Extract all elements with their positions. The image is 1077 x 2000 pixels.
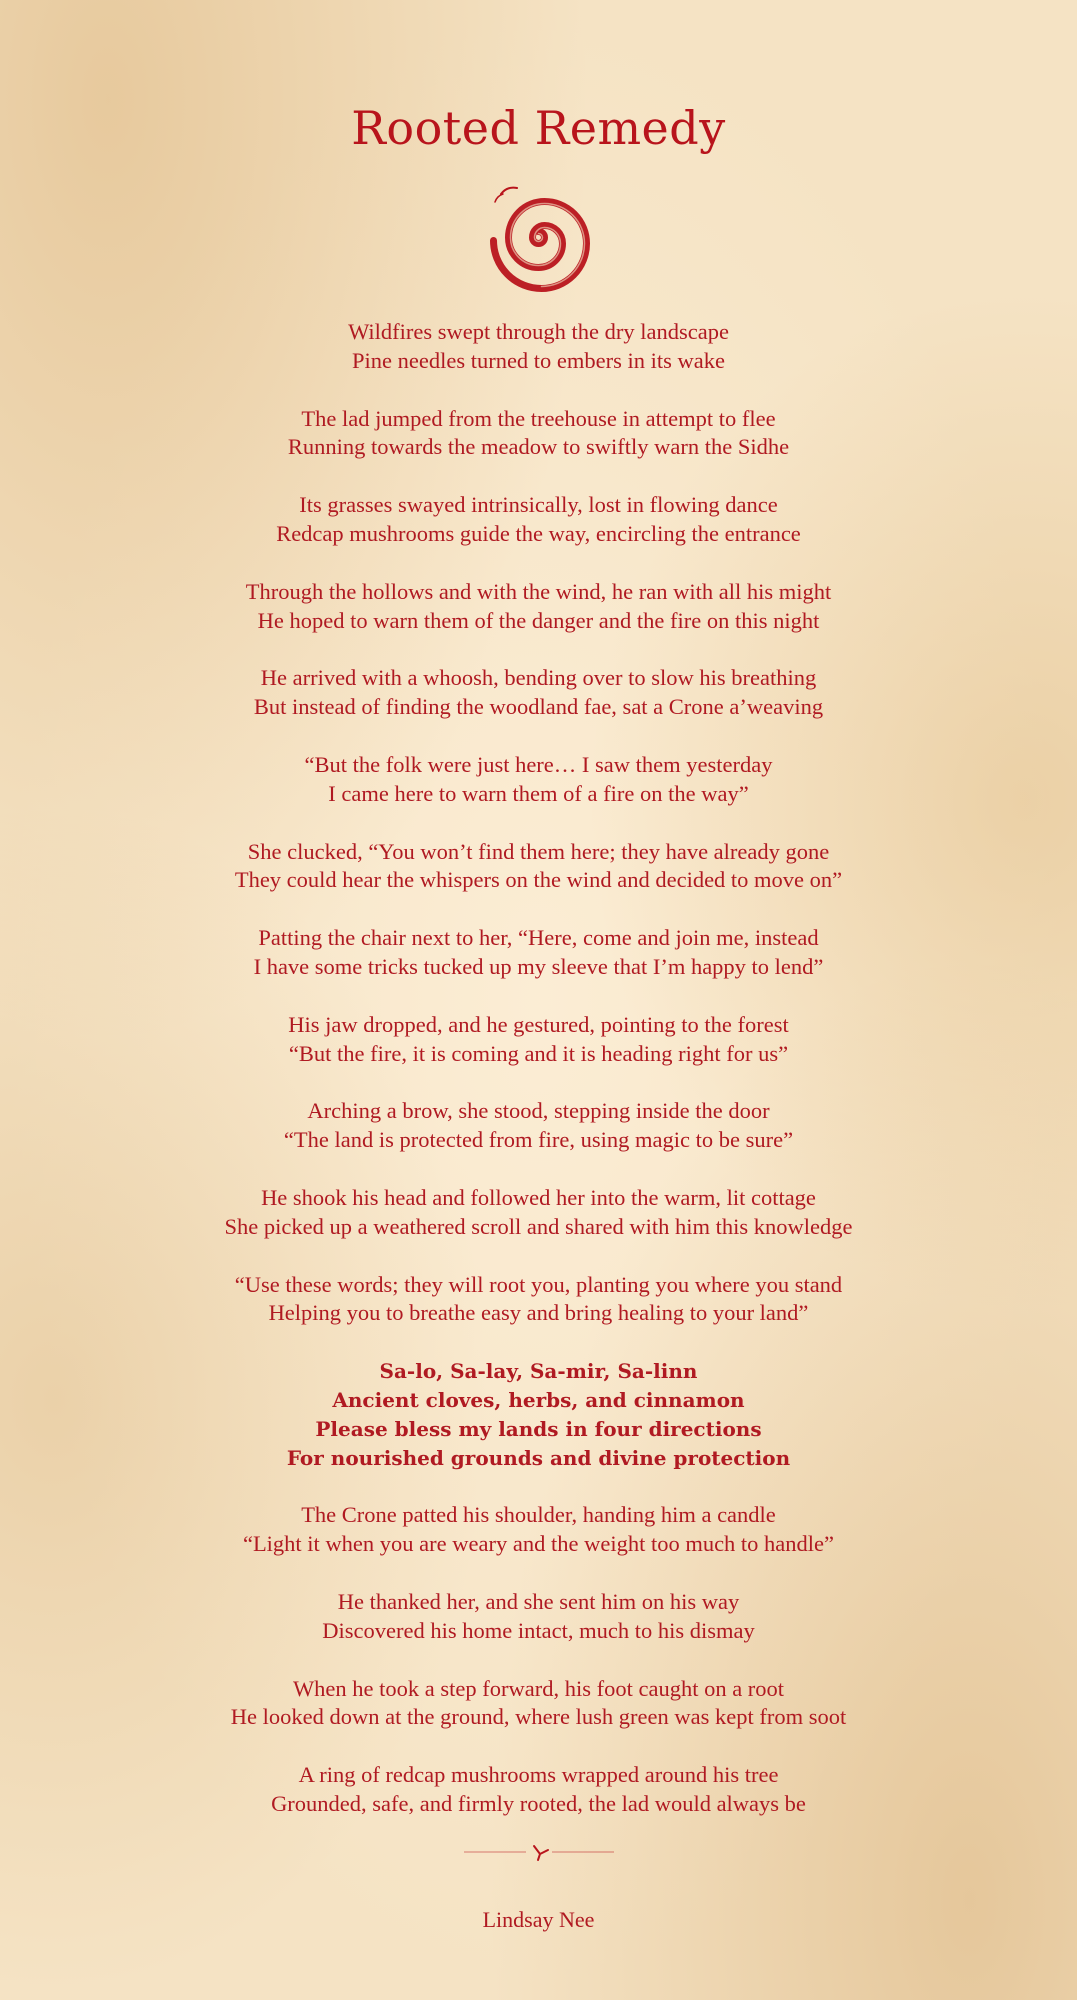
poem-line: “Use these words; they will root you, planting you where you stand xyxy=(234,1271,843,1297)
stanza xyxy=(0,578,1077,636)
poem-line: She clucked, “You won’t find them here; they have already gone xyxy=(247,838,830,864)
stanza xyxy=(0,1011,1077,1069)
poem-line: The lad jumped from the treehouse in attempt to flee xyxy=(301,405,776,431)
poem-line: Discovered his home intact, much to his dismay xyxy=(322,1617,755,1643)
stanza xyxy=(0,405,1077,463)
stanza xyxy=(0,1761,1077,1819)
poem-line: For nourished grounds and divine protection xyxy=(286,1445,791,1470)
stanza xyxy=(0,838,1077,896)
poem-line: “The land is protected from fire, using magic to be sure” xyxy=(283,1127,794,1153)
poem-line: Helping you to breathe easy and bring healing to your land” xyxy=(268,1300,809,1326)
poem-line: They could hear the whispers on the wind and decided to move on” xyxy=(234,867,843,893)
poem-line: “Light it when you are weary and the weight too much to handle” xyxy=(242,1531,835,1557)
poem-line: Please bless my lands in four directions xyxy=(315,1416,762,1441)
poem-line: He looked down at the ground, where lush green was kept from soot xyxy=(230,1704,847,1730)
poem-line: Pine needles turned to embers in its wake xyxy=(351,347,726,373)
stanza xyxy=(0,491,1077,549)
poem-line: “But the fire, it is coming and it is heading right for us” xyxy=(288,1040,789,1066)
stanza xyxy=(0,664,1077,722)
poem-line: Sa-lo, Sa-lay, Sa-mir, Sa-linn xyxy=(379,1359,698,1384)
poem-line: Running towards the meadow to swiftly warn the Sidhe xyxy=(287,434,790,460)
poem-line: When he took a step forward, his foot caught on a root xyxy=(292,1675,785,1701)
stanza xyxy=(0,1588,1077,1646)
poem-line: A ring of redcap mushrooms wrapped around his tree xyxy=(298,1762,779,1788)
poem-line: I came here to warn them of a fire on the way” xyxy=(328,780,749,806)
poem-line: Wildfires swept through the dry landscape xyxy=(348,319,729,344)
stanza xyxy=(0,1675,1077,1733)
poem-line: He shook his head and followed her into the warm, lit cottage xyxy=(261,1184,816,1210)
poem-line: She picked up a weathered scroll and shared with him this knowledge xyxy=(224,1213,853,1239)
stanza xyxy=(0,1097,1077,1155)
stanza xyxy=(0,751,1077,809)
poem-line: He hoped to warn them of the danger and the fire on this night xyxy=(257,607,820,633)
poem-line: His jaw dropped, and he gestured, pointing to the forest xyxy=(288,1011,789,1037)
poem-line: He thanked her, and she sent him on his way xyxy=(337,1588,740,1614)
stanza xyxy=(0,924,1077,982)
poem-line: Patting the chair next to her, “Here, come and join me, instead xyxy=(258,925,819,951)
chant-stanza xyxy=(0,1357,1077,1472)
sprout-icon xyxy=(464,1840,614,1864)
poem-line: Its grasses swayed intrinsically, lost in flowing dance xyxy=(299,492,778,518)
stanza xyxy=(0,1184,1077,1242)
poem-line: Grounded, safe, and firmly rooted, the lad would always be xyxy=(271,1790,806,1816)
poem-line: Through the hollows and with the wind, he ran with all his might xyxy=(245,578,832,604)
poem-title: Rooted Remedy xyxy=(351,101,726,155)
stanza xyxy=(0,1501,1077,1559)
spiral-icon xyxy=(481,180,596,295)
poem-line: “But the folk were just here… I saw them yesterday xyxy=(304,751,773,777)
poem-line: The Crone patted his shoulder, handing him a candle xyxy=(301,1502,776,1528)
poem-line: Arching a brow, she stood, stepping inside the door xyxy=(307,1098,770,1124)
poem-line: But instead of finding the woodland fae, sat a Crone a’weaving xyxy=(253,694,824,720)
poem-body xyxy=(0,318,1077,1848)
poem-line: Redcap mushrooms guide the way, encircling the entrance xyxy=(276,520,801,546)
poem-line: I have some tricks tucked up my sleeve that I’m happy to lend” xyxy=(253,953,824,979)
stanza xyxy=(0,318,1077,376)
author-name: Lindsay Nee xyxy=(482,1907,595,1932)
poem-line: Ancient cloves, herbs, and cinnamon xyxy=(332,1387,745,1412)
stanza xyxy=(0,1271,1077,1329)
poem-line: He arrived with a whoosh, bending over to slow his breathing xyxy=(260,665,817,691)
